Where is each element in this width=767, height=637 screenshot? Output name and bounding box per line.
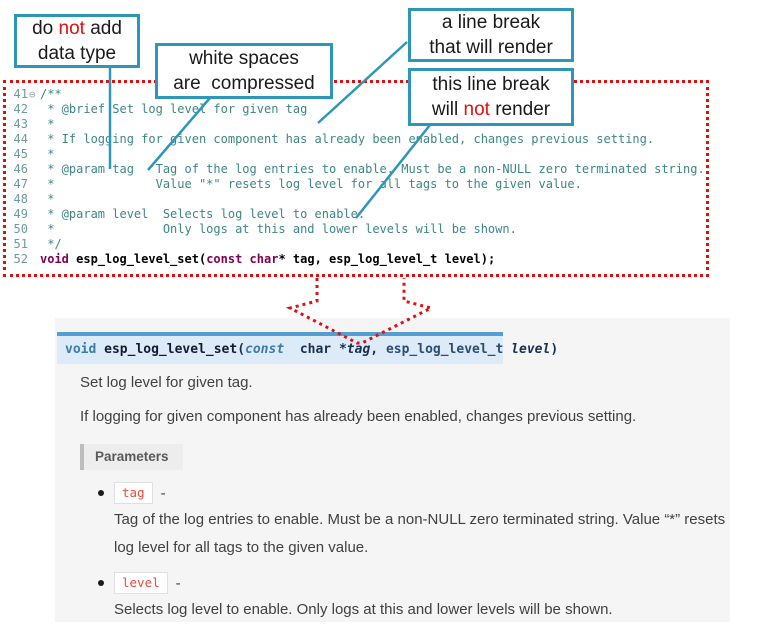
rendered-doc-panel [55,318,730,622]
line-number: 43 [13,117,28,131]
code-text: * [40,192,55,206]
callout-whitespace-compressed [155,43,333,99]
callout-text: data type [37,43,117,64]
code-line [3,237,709,252]
callout-text: do not add [32,18,122,39]
param-dash: - [175,574,181,592]
code-line [3,207,709,222]
code-line [3,147,709,162]
signature-part: ( [237,342,246,357]
code-line [3,162,709,177]
code-editor [3,80,709,267]
parameter-item [98,482,743,504]
code-text: * Only logs at this and lower levels will be shown. [40,222,517,236]
code-text: * @param level Selects log level to enable. [40,207,366,221]
line-number: 49 [13,207,28,221]
line-number: 47 [13,177,28,191]
brief-description: Set log level for given tag. [80,374,253,391]
code-text: * @param tag Tag of the log entries to enable. Must be a non-NULL zero terminated string. [40,162,705,176]
param-dash: - [160,484,166,502]
line-number: 44 [13,132,28,146]
line-number: 42 [13,102,28,116]
callout-text: white spaces [189,48,299,69]
param-description: Selects log level to enable. Only logs at this and lower levels will be shown. [114,601,613,618]
line-number: 48 [13,192,28,206]
signature-part: void [65,342,105,357]
code-text: * [40,117,55,131]
callout-text: that will render [429,37,553,58]
code-text: void esp_log_level_set(const char* tag, esp_log_level_t level); [40,252,496,266]
signature-part: const [245,342,285,357]
code-line [3,177,709,192]
callout-text: this line break [432,74,550,95]
bullet-icon [98,580,104,586]
signature-part: ) [550,342,559,357]
code-text: * If logging for given component has already been enabled, changes previous setting. [40,132,655,146]
callout-line-break-not-render [408,68,574,126]
code-text: * [40,147,55,161]
function-signature [57,332,559,364]
signature-part: level [511,342,551,357]
param-description: Tag of the log entries to enable. Must be a non-NULL zero terminated string. Value “*” resets log level for all tags to the given value. [114,511,726,556]
line-number: 52 [13,252,28,266]
line-number: 50 [13,222,28,236]
signature-part: , [370,342,386,357]
code-line [3,102,709,117]
code-line [3,192,709,207]
detailed-description: If logging for given component has already been enabled, changes previous setting. [80,408,637,425]
line-number: 46 [13,162,28,176]
signature-part: char * [284,342,347,357]
line-number: 45 [13,147,28,161]
parameter-list [98,482,743,634]
code-line [3,252,709,267]
callout-no-data-type [14,14,140,68]
code-text: /** [40,87,62,101]
code-text: * Value "*" resets log level for all tags to the given value. [40,177,582,191]
code-line [3,132,709,147]
code-line [3,87,709,102]
parameter-item [98,572,743,594]
callout-text: a line break [441,12,541,33]
bullet-icon [98,490,104,496]
line-number: 51 [13,237,28,251]
callout-text: will not render [431,99,551,120]
type-link[interactable]: esp_log_level_t [385,342,512,357]
code-text: */ [40,237,62,251]
callout-text: are compressed [173,73,315,94]
signature-part: tag [346,342,371,357]
parameters-label: Parameters [80,444,183,470]
param-name-badge: level [114,572,168,594]
code-line [3,117,709,132]
fold-marker-icon[interactable]: ⊖ [29,88,36,101]
param-name-badge: tag [114,482,153,504]
line-number: 41 [13,87,28,101]
code-line [3,222,709,237]
signature-part: esp_log_level_set [104,342,238,357]
callout-line-break-renders [408,8,574,62]
code-text: * @brief Set log level for given tag [40,102,308,116]
